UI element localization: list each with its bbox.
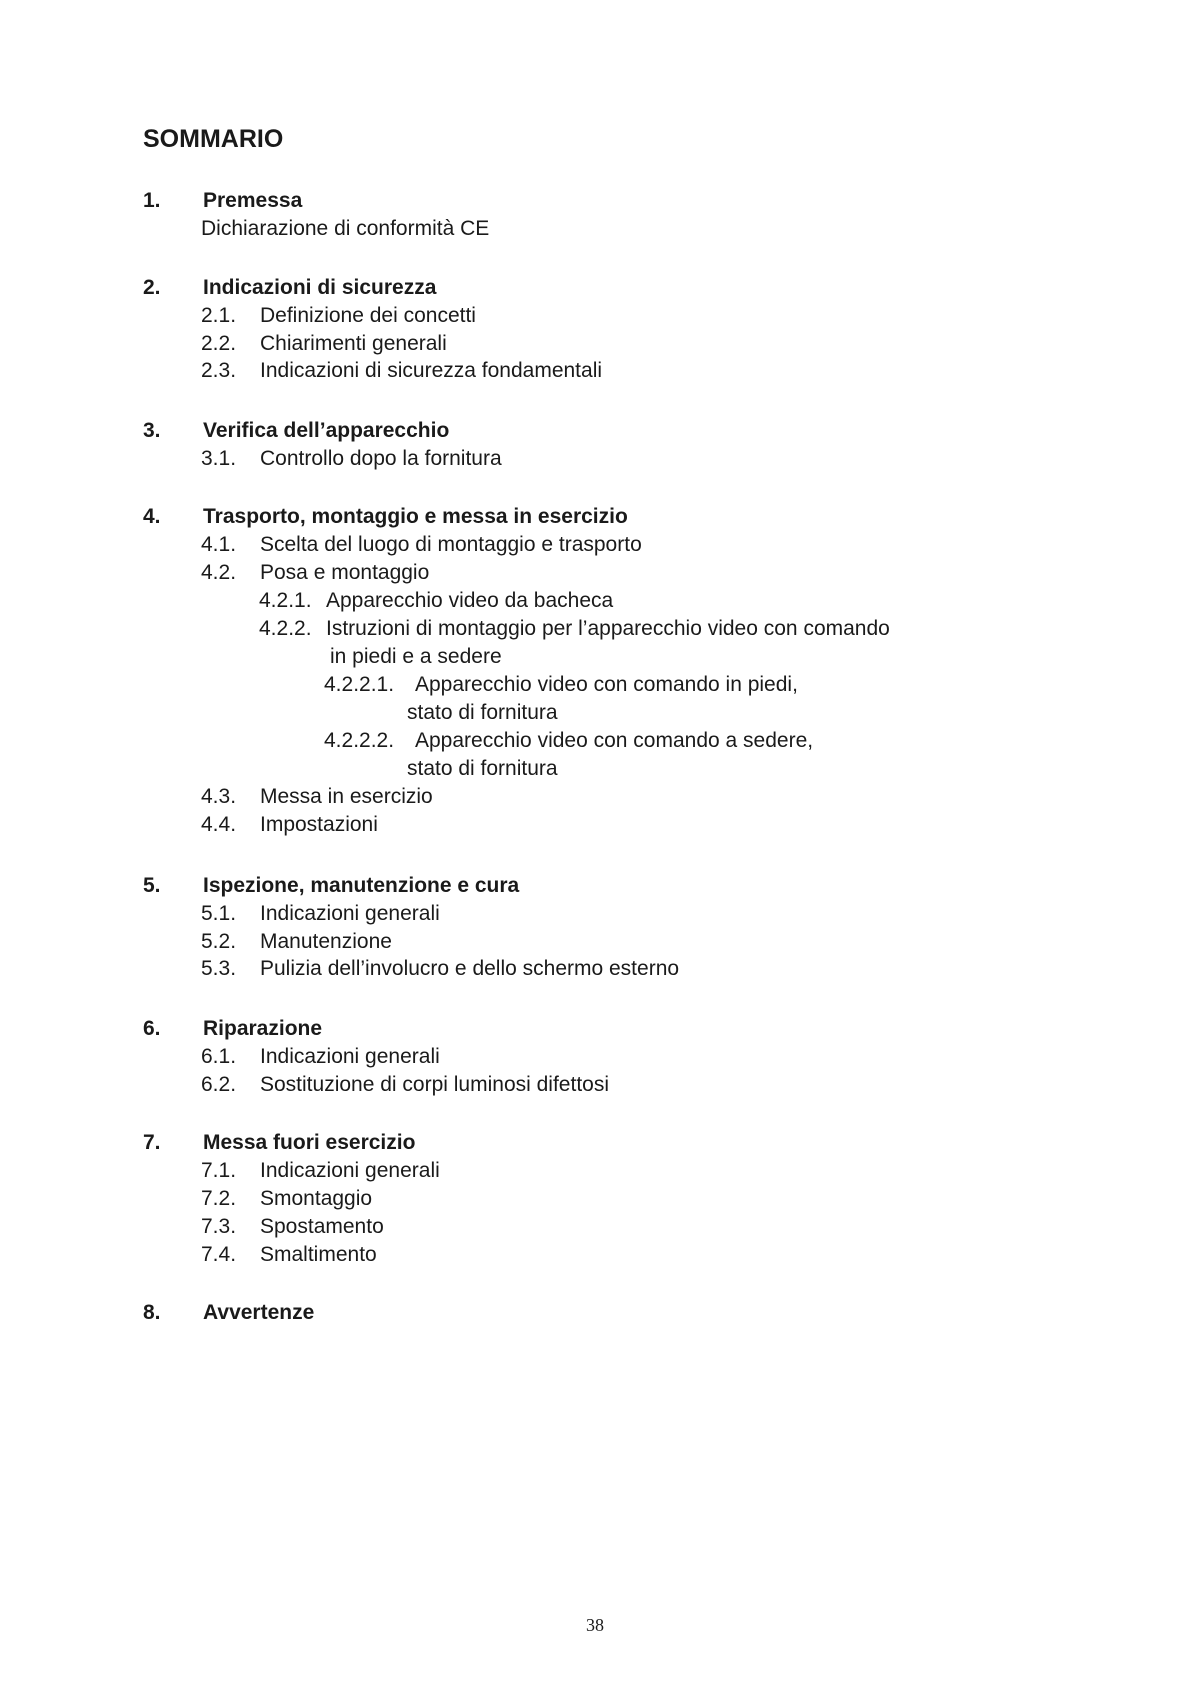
toc-number: 5.2.	[201, 930, 237, 953]
toc-number: 8.	[143, 1301, 161, 1324]
toc-number: 6.1.	[201, 1045, 237, 1068]
toc-number: 4.2.	[201, 561, 237, 584]
toc-entry: Scelta del luogo di montaggio e trasporto	[260, 533, 642, 556]
toc-number: 4.2.2.2.	[324, 729, 395, 752]
toc-entry: Manutenzione	[260, 930, 392, 953]
toc-entry: Chiarimenti generali	[260, 332, 447, 355]
toc-number: 4.1.	[201, 533, 237, 556]
toc-entry: Indicazioni generali	[260, 1159, 440, 1182]
toc-number: 2.	[143, 276, 161, 299]
toc-number: 6.	[143, 1017, 161, 1040]
toc-number: 4.2.2.1.	[324, 673, 395, 696]
toc-entry: Dichiarazione di conformità CE	[201, 217, 490, 240]
toc-section-title: Premessa	[203, 189, 303, 212]
toc-number: 4.2.1.	[259, 589, 312, 612]
toc-number: 7.1.	[201, 1159, 237, 1182]
toc-entry: Apparecchio video con comando in piedi,	[415, 673, 798, 696]
toc-entry: Spostamento	[260, 1215, 384, 1238]
toc-section-title: Trasporto, montaggio e messa in esercizio	[203, 505, 628, 528]
toc-entry: Smontaggio	[260, 1187, 373, 1210]
toc-entry: stato di fornitura	[407, 701, 558, 724]
toc-entry: Controllo dopo la fornitura	[260, 447, 502, 470]
toc-number: 5.3.	[201, 957, 237, 980]
toc-number: 2.1.	[201, 304, 237, 327]
toc-number: 7.	[143, 1131, 161, 1154]
toc-entry: Pulizia dell’involucro e dello schermo esterno	[260, 957, 680, 980]
toc-number: 7.3.	[201, 1215, 237, 1238]
toc-entry: Impostazioni	[260, 813, 378, 836]
toc-entry: stato di fornitura	[407, 757, 558, 780]
toc-section-title: Verifica dell’apparecchio	[203, 419, 450, 442]
toc-number: 2.2.	[201, 332, 237, 355]
toc-entry: Istruzioni di montaggio per l’apparecchio video con comando	[326, 617, 890, 640]
toc-number: 2.3.	[201, 359, 237, 382]
toc-entry: Indicazioni generali	[260, 902, 440, 925]
toc-section-title: Ispezione, manutenzione e cura	[203, 874, 520, 897]
toc-entry: Messa in esercizio	[260, 785, 433, 808]
toc-entry: Indicazioni di sicurezza fondamentali	[260, 359, 603, 382]
toc-number: 3.1.	[201, 447, 237, 470]
toc-number: 4.2.2.	[259, 617, 312, 640]
toc-section-title: Avvertenze	[203, 1301, 315, 1324]
toc-section-title: Indicazioni di sicurezza	[203, 276, 437, 299]
page-title: SOMMARIO	[143, 125, 284, 153]
page-number: 38	[586, 1615, 604, 1635]
toc-number: 3.	[143, 419, 161, 442]
toc-number: 5.	[143, 874, 161, 897]
toc-number: 1.	[143, 189, 161, 212]
toc-entry: Smaltimento	[260, 1243, 377, 1266]
toc-number: 5.1.	[201, 902, 237, 925]
toc-entry: Sostituzione di corpi luminosi difettosi	[260, 1073, 610, 1096]
toc-section-title: Riparazione	[203, 1017, 323, 1040]
toc-number: 4.3.	[201, 785, 237, 808]
toc-entry: Definizione dei concetti	[260, 304, 476, 327]
toc-section-title: Messa fuori esercizio	[203, 1131, 416, 1154]
toc-number: 4.4.	[201, 813, 237, 836]
toc-number: 6.2.	[201, 1073, 237, 1096]
toc-number: 7.2.	[201, 1187, 237, 1210]
toc-entry: Indicazioni generali	[260, 1045, 440, 1068]
toc-entry: Posa e montaggio	[260, 561, 430, 584]
toc-entry: in piedi e a sedere	[330, 645, 502, 668]
toc-entry: Apparecchio video con comando a sedere,	[415, 729, 814, 752]
toc-number: 7.4.	[201, 1243, 237, 1266]
toc-number: 4.	[143, 505, 161, 528]
toc-entry: Apparecchio video da bacheca	[326, 589, 614, 612]
